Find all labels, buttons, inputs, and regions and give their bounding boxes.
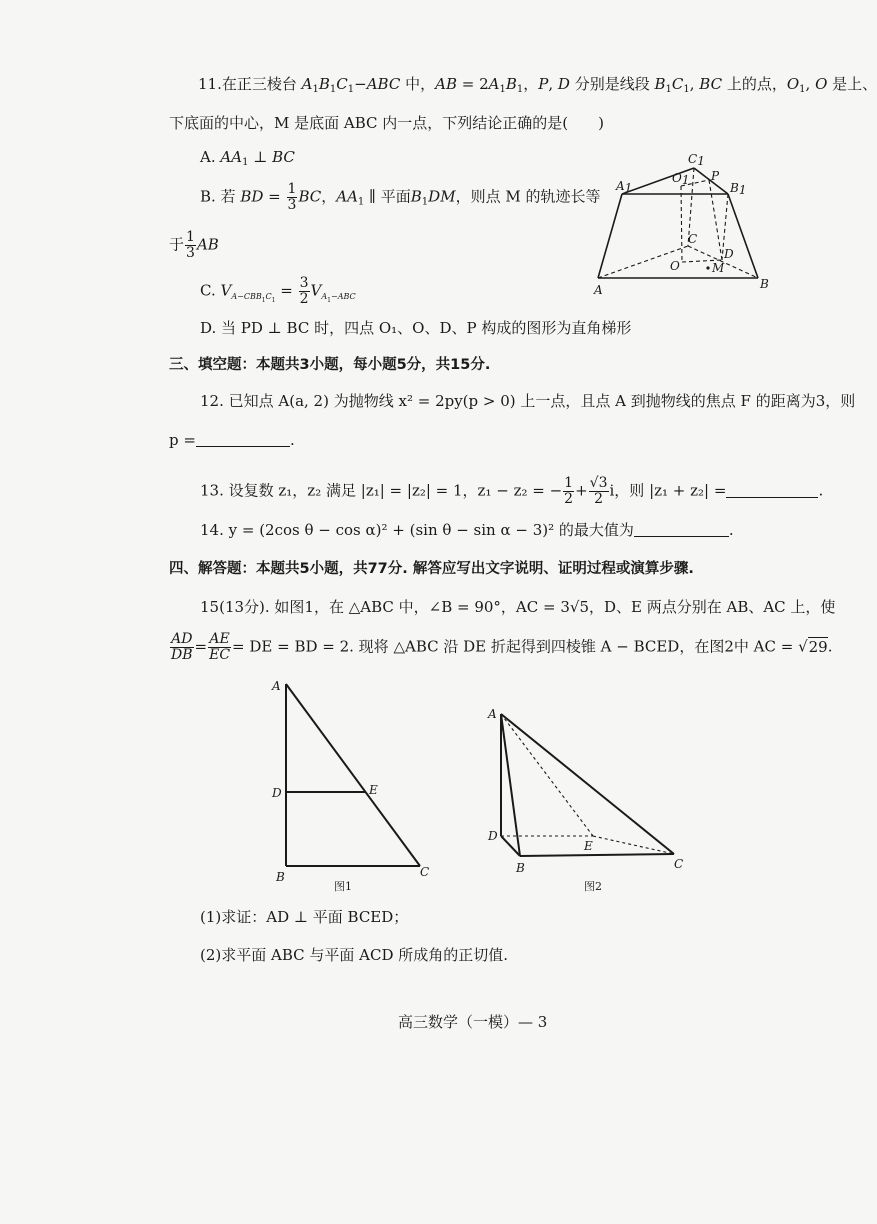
q15-line2: $\frac{AD}{DB}$ = $\frac{AE}{EC}$ = DE = BD = 2. 现将 △ABC 沿 DE 折起得到四棱锥 A − BCED，在图2中 AC = √29. (171, 631, 833, 663)
fig1-side-ac (286, 684, 420, 866)
q11-option-d: D. 当 PD ⊥ BC 时，四点 O₁、O、D、P 构成的图形为直角梯形 (200, 319, 632, 337)
q14-answer-blank[interactable] (634, 522, 729, 537)
section-3-heading: 三、填空题：本题共3小题，每小题5分，共15分. (169, 357, 491, 373)
page-footer: 高三数学（一模）— 3 (398, 1013, 548, 1031)
fig1-caption: 图1 (334, 880, 352, 893)
q15-part2: (2)求平面 ABC 与平面 ACD 所成角的正切值. (200, 946, 509, 964)
q15-part1: (1)求证：AD ⊥ 平面 BCED； (200, 908, 409, 926)
label-p: P (711, 169, 720, 183)
segment-o1-o (681, 186, 682, 262)
q12-line1: 12. 已知点 A(a, 2) 为抛物线 x² = 2py(p > 0) 上一点，且点 A 到抛物线的焦点 F 的距离为3，则 (200, 392, 856, 410)
fig2-label-a: A (488, 707, 497, 721)
label-o1: O1 (672, 171, 690, 187)
label-a: A (594, 283, 603, 297)
fig2-label-c: C (674, 857, 684, 871)
fig2-label-e: E (584, 839, 593, 853)
fig2-edge-a-c (501, 714, 674, 854)
section-4-heading: 四、解答题：本题共5小题，共77分. 解答应写出文字说明、证明过程或演算步骤. (169, 561, 694, 577)
label-m: M (712, 261, 725, 275)
edge-b-b1 (728, 194, 758, 278)
figure-1 (270, 678, 440, 893)
label-c1: C1 (688, 152, 705, 168)
q15-line1: 15(13分). 如图1，在 △ABC 中，∠B = 90°，AC = 3√5，D、E 两点分别在 AB、AC 上，使 (200, 598, 836, 616)
fig2-label-d: D (488, 829, 498, 843)
label-c: C (688, 232, 698, 246)
segment-p-d (709, 180, 722, 260)
label-d: D (724, 247, 734, 261)
q11-option-b-cont: 于 $\frac{1}{3}$ AB (169, 229, 219, 261)
frustum-figure (590, 150, 790, 295)
edge-a-a1 (598, 194, 622, 278)
fig2-caption: 图2 (584, 880, 602, 893)
figure-2 (486, 706, 696, 896)
fig1-label-a: A (272, 679, 281, 693)
q11-stem-line2: 下底面的中心，M 是底面 ABC 内一点，下列结论正确的是( ) (169, 114, 604, 132)
fig1-label-d: D (272, 786, 282, 800)
fig1-label-c: C (420, 865, 430, 879)
label-o: O (670, 259, 680, 273)
fig1-label-b: B (276, 870, 285, 884)
q14-line: 14. y = (2cos θ − cos α)² + (sin θ − sin α − 3)² 的最大值为 . (200, 521, 734, 539)
q11-option-c: C. $V_{A-CBB_1C_1}$ = $\frac{3}{2}$ $V_{A_1-ABC}$ (200, 275, 356, 307)
q12-line2: p = . (169, 431, 295, 449)
label-b1: B1 (730, 181, 747, 197)
q13-line: 13. 设复数 z₁，z₂ 满足 |z₁| = |z₂| = 1，z₁ − z₂ = − $\frac{1}{2}$ + $\frac{√3}{2}$ i，则 |z₁ + z₂| = . (200, 475, 824, 507)
label-a1: A1 (616, 179, 633, 195)
q12-answer-blank[interactable] (196, 432, 290, 447)
fig2-edge-b-c (520, 854, 674, 856)
fig2-label-b: B (516, 861, 525, 875)
q11-stem-line1: 11.在正三棱台 $A_1B_1C_1-ABC$ 中，AB = $2A_1B_1$，P, D 分别是线段 $B_1C_1$, BC 上的点，$O_1$, O 是上、 (198, 75, 877, 95)
point-m (706, 266, 709, 269)
fig1-label-e: E (369, 783, 378, 797)
q11-option-b: B. 若 BD = $\frac{1}{3}$ BC，$AA_1$ ∥ 平面$B_1DM$，则点 M 的轨迹长等 (200, 181, 601, 213)
q13-answer-blank[interactable] (726, 483, 818, 498)
label-b: B (760, 277, 769, 291)
q11-option-a: A. $AA_1$ ⊥ BC (200, 148, 295, 168)
